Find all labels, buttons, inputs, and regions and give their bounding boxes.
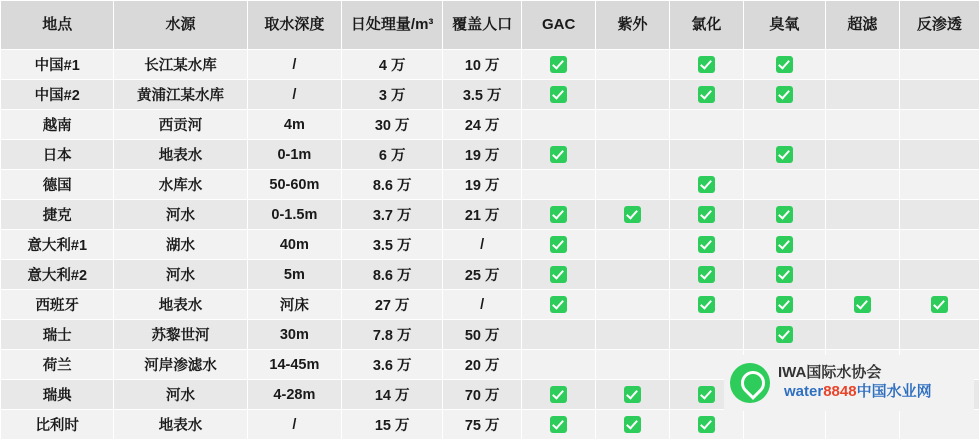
cell-depth: 40m <box>247 230 342 260</box>
column-header-depth: 取水深度 <box>247 1 342 50</box>
cell-capacity: 6 万 <box>342 140 443 170</box>
table-row <box>1 260 980 290</box>
cell-uf <box>825 80 899 110</box>
cell-population: 19 万 <box>443 140 522 170</box>
check-icon <box>550 86 567 103</box>
column-header-location: 地点 <box>1 1 114 50</box>
column-header-source: 水源 <box>114 1 247 50</box>
cell-gac <box>522 110 596 140</box>
cell-ro <box>899 110 979 140</box>
cell-source: 长江某水库 <box>114 50 247 80</box>
check-icon <box>550 266 567 283</box>
column-header-chlorination: 氯化 <box>669 1 743 50</box>
cell-depth: / <box>247 50 342 80</box>
cell-source: 河水 <box>114 200 247 230</box>
table-row <box>1 200 980 230</box>
check-icon <box>698 206 715 223</box>
cell-uv <box>596 260 670 290</box>
cell-uv <box>596 110 670 140</box>
cell-chlorination <box>669 110 743 140</box>
cell-capacity: 8.6 万 <box>342 170 443 200</box>
cell-location: 中国#1 <box>1 50 114 80</box>
column-header-ozone: 臭氧 <box>743 1 825 50</box>
cell-uv <box>596 320 670 350</box>
check-icon <box>776 266 793 283</box>
cell-depth: 30m <box>247 320 342 350</box>
cell-ozone <box>743 410 825 440</box>
cell-uv <box>596 410 670 440</box>
cell-capacity: 4 万 <box>342 50 443 80</box>
cell-chlorination <box>669 410 743 440</box>
cell-uf <box>825 110 899 140</box>
check-icon <box>776 326 793 343</box>
watermark-org: IWA国际水协会 <box>778 364 882 382</box>
cell-gac <box>522 200 596 230</box>
cell-uv <box>596 380 670 410</box>
cell-depth: / <box>247 80 342 110</box>
cell-ro <box>899 140 979 170</box>
cell-capacity: 3 万 <box>342 80 443 110</box>
check-icon <box>698 86 715 103</box>
cell-chlorination <box>669 200 743 230</box>
cell-gac <box>522 410 596 440</box>
cell-depth: 河床 <box>247 290 342 320</box>
cell-uf <box>825 260 899 290</box>
cell-ozone <box>743 230 825 260</box>
cell-gac <box>522 260 596 290</box>
check-icon <box>624 416 641 433</box>
cell-capacity: 7.8 万 <box>342 320 443 350</box>
header-row <box>1 1 980 50</box>
check-icon <box>698 266 715 283</box>
cell-population: 50 万 <box>443 320 522 350</box>
cell-chlorination <box>669 50 743 80</box>
cell-location: 中国#2 <box>1 80 114 110</box>
table-header <box>1 1 980 50</box>
table-row <box>1 50 980 80</box>
watermark-brand-text: water8848 <box>784 383 857 400</box>
cell-capacity: 27 万 <box>342 290 443 320</box>
check-icon <box>550 416 567 433</box>
cell-uf <box>825 170 899 200</box>
cell-ro <box>899 170 979 200</box>
cell-uf <box>825 140 899 170</box>
cell-location: 捷克 <box>1 200 114 230</box>
check-icon <box>776 296 793 313</box>
water-drop-icon <box>730 363 770 403</box>
cell-chlorination <box>669 170 743 200</box>
cell-source: 西贡河 <box>114 110 247 140</box>
cell-ozone <box>743 140 825 170</box>
cell-uv <box>596 140 670 170</box>
cell-location: 瑞士 <box>1 320 114 350</box>
cell-population: 3.5 万 <box>443 80 522 110</box>
check-icon <box>550 386 567 403</box>
check-icon <box>776 56 793 73</box>
cell-ro <box>899 230 979 260</box>
cell-capacity: 30 万 <box>342 110 443 140</box>
cell-depth: 4m <box>247 110 342 140</box>
cell-source: 湖水 <box>114 230 247 260</box>
cell-capacity: 14 万 <box>342 380 443 410</box>
cell-ro <box>899 290 979 320</box>
cell-source: 河水 <box>114 380 247 410</box>
check-icon <box>550 56 567 73</box>
cell-uf <box>825 230 899 260</box>
check-icon <box>624 386 641 403</box>
cell-ozone <box>743 50 825 80</box>
check-icon <box>550 236 567 253</box>
cell-source: 河岸渗滤水 <box>114 350 247 380</box>
cell-location: 意大利#1 <box>1 230 114 260</box>
cell-uv <box>596 230 670 260</box>
cell-source: 河水 <box>114 260 247 290</box>
cell-location: 比利时 <box>1 410 114 440</box>
watermark <box>724 355 974 411</box>
cell-gac <box>522 140 596 170</box>
table-row <box>1 410 980 440</box>
cell-ro <box>899 260 979 290</box>
cell-source: 水库水 <box>114 170 247 200</box>
check-icon <box>550 296 567 313</box>
cell-location: 瑞典 <box>1 380 114 410</box>
cell-ro <box>899 200 979 230</box>
cell-source: 苏黎世河 <box>114 320 247 350</box>
cell-ozone <box>743 320 825 350</box>
table-row <box>1 230 980 260</box>
table-row <box>1 170 980 200</box>
cell-ozone <box>743 80 825 110</box>
cell-gac <box>522 320 596 350</box>
cell-capacity: 3.5 万 <box>342 230 443 260</box>
cell-population: 21 万 <box>443 200 522 230</box>
table-row <box>1 320 980 350</box>
cell-gac <box>522 290 596 320</box>
cell-ro <box>899 320 979 350</box>
watermark-text <box>778 364 932 402</box>
cell-source: 地表水 <box>114 290 247 320</box>
check-icon <box>550 146 567 163</box>
cell-depth: / <box>247 410 342 440</box>
column-header-gac: GAC <box>522 1 596 50</box>
cell-ozone <box>743 170 825 200</box>
cell-ro <box>899 50 979 80</box>
table-row <box>1 110 980 140</box>
cell-chlorination <box>669 140 743 170</box>
cell-depth: 50-60m <box>247 170 342 200</box>
cell-capacity: 3.7 万 <box>342 200 443 230</box>
cell-population: 75 万 <box>443 410 522 440</box>
check-icon <box>698 56 715 73</box>
watermark-brand <box>778 383 932 402</box>
cell-depth: 0-1.5m <box>247 200 342 230</box>
check-icon <box>776 206 793 223</box>
column-header-ro: 反渗透 <box>899 1 979 50</box>
cell-population: / <box>443 290 522 320</box>
cell-capacity: 8.6 万 <box>342 260 443 290</box>
check-icon <box>854 296 871 313</box>
cell-uv <box>596 200 670 230</box>
cell-uv <box>596 290 670 320</box>
cell-location: 意大利#2 <box>1 260 114 290</box>
cell-uv <box>596 350 670 380</box>
table-row <box>1 290 980 320</box>
cell-ozone <box>743 200 825 230</box>
cell-population: 20 万 <box>443 350 522 380</box>
cell-population: 10 万 <box>443 50 522 80</box>
cell-uf <box>825 50 899 80</box>
check-icon <box>698 386 715 403</box>
cell-chlorination <box>669 80 743 110</box>
cell-ro <box>899 410 979 440</box>
cell-chlorination <box>669 230 743 260</box>
check-icon <box>776 236 793 253</box>
check-icon <box>698 416 715 433</box>
cell-uf <box>825 410 899 440</box>
cell-gac <box>522 80 596 110</box>
cell-uv <box>596 50 670 80</box>
check-icon <box>776 146 793 163</box>
table-row <box>1 80 980 110</box>
cell-location: 日本 <box>1 140 114 170</box>
table-row <box>1 140 980 170</box>
column-header-uv: 紫外 <box>596 1 670 50</box>
cell-location: 德国 <box>1 170 114 200</box>
cell-depth: 4-28m <box>247 380 342 410</box>
cell-depth: 14-45m <box>247 350 342 380</box>
cell-capacity: 15 万 <box>342 410 443 440</box>
cell-gac <box>522 380 596 410</box>
check-icon <box>698 236 715 253</box>
cell-gac <box>522 350 596 380</box>
cell-location: 西班牙 <box>1 290 114 320</box>
cell-capacity: 3.6 万 <box>342 350 443 380</box>
cell-population: 70 万 <box>443 380 522 410</box>
cell-gac <box>522 50 596 80</box>
watermark-cn-text: 中国水业网 <box>856 383 932 400</box>
cell-population: 25 万 <box>443 260 522 290</box>
cell-uv <box>596 80 670 110</box>
cell-location: 荷兰 <box>1 350 114 380</box>
cell-chlorination <box>669 320 743 350</box>
cell-population: / <box>443 230 522 260</box>
cell-depth: 0-1m <box>247 140 342 170</box>
column-header-population: 覆盖人口 <box>443 1 522 50</box>
cell-gac <box>522 170 596 200</box>
cell-ozone <box>743 110 825 140</box>
check-icon <box>776 86 793 103</box>
cell-source: 黄浦江某水库 <box>114 80 247 110</box>
cell-source: 地表水 <box>114 140 247 170</box>
cell-chlorination <box>669 260 743 290</box>
cell-population: 24 万 <box>443 110 522 140</box>
check-icon <box>550 206 567 223</box>
column-header-capacity: 日处理量/m³ <box>342 1 443 50</box>
cell-chlorination <box>669 290 743 320</box>
cell-gac <box>522 230 596 260</box>
cell-uf <box>825 290 899 320</box>
cell-ozone <box>743 290 825 320</box>
cell-uf <box>825 200 899 230</box>
cell-uf <box>825 320 899 350</box>
check-icon <box>624 206 641 223</box>
check-icon <box>931 296 948 313</box>
cell-source: 地表水 <box>114 410 247 440</box>
cell-uv <box>596 170 670 200</box>
cell-location: 越南 <box>1 110 114 140</box>
cell-population: 19 万 <box>443 170 522 200</box>
cell-depth: 5m <box>247 260 342 290</box>
cell-ozone <box>743 260 825 290</box>
cell-ro <box>899 80 979 110</box>
check-icon <box>698 176 715 193</box>
check-icon <box>698 296 715 313</box>
column-header-uf: 超滤 <box>825 1 899 50</box>
